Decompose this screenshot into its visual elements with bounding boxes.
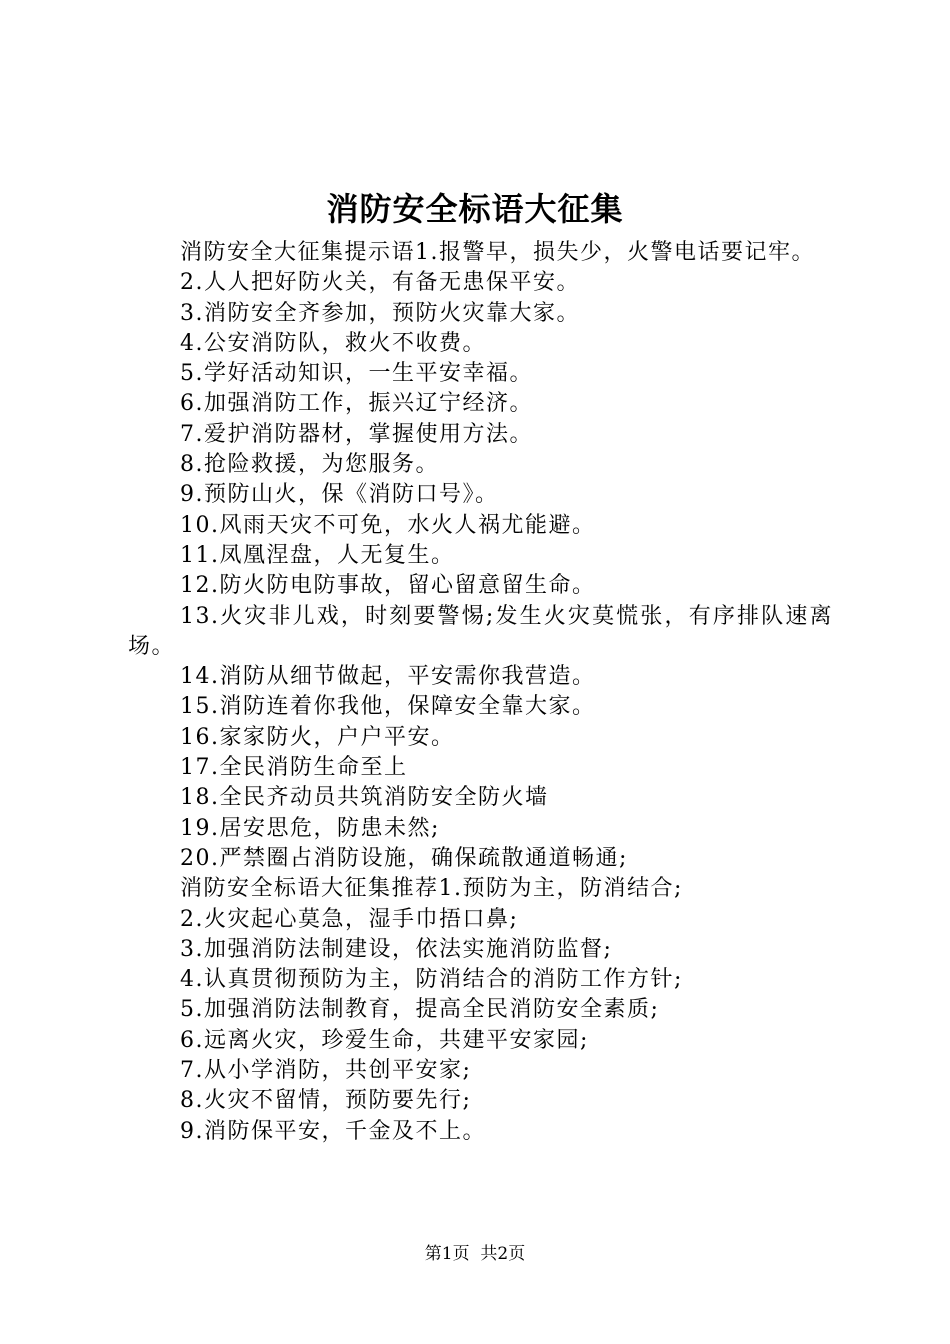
paragraph: 3.消防安全齐参加，预防火灾靠大家。 [180, 300, 580, 326]
paragraph: 2.火灾起心莫急，湿手巾捂口鼻; [180, 906, 519, 932]
paragraph: 4.公安消防队，救火不收费。 [180, 330, 486, 356]
paragraph: 17.全民消防生命至上 [180, 755, 408, 781]
paragraph: 13.火灾非儿戏，时刻要警惕;发生火灾莫慌张，有序排队速离场。 [128, 603, 833, 659]
document-body [128, 238, 833, 1147]
paragraph: 3.加强消防法制建设，依法实施消防监督; [180, 936, 613, 962]
paragraph: 18.全民齐动员共筑消防安全防火墙 [180, 785, 549, 811]
paragraph: 19.居安思危，防患未然; [180, 815, 440, 841]
paragraph: 5.学好活动知识，一生平安幸福。 [180, 361, 533, 387]
paragraph: 8.火灾不留情，预防要先行; [180, 1088, 472, 1114]
paragraph: 7.爱护消防器材，掌握使用方法。 [180, 421, 533, 447]
paragraph: 15.消防连着你我他，保障安全靠大家。 [180, 694, 596, 720]
page-indicator: 第1页 共2页 [424, 1244, 526, 1264]
paragraph: 14.消防从细节做起，平安需你我营造。 [180, 664, 596, 690]
page-footer [0, 1242, 950, 1266]
paragraph: 6.远离火灾，珍爱生命，共建平安家园; [180, 1027, 589, 1053]
paragraph: 4.认真贯彻预防为主，防消结合的消防工作方针; [180, 967, 683, 993]
document-title: 消防安全标语大征集 [326, 190, 624, 228]
paragraph: 11.凤凰涅盘，人无复生。 [180, 542, 455, 568]
paragraph: 消防安全标语大征集推荐1.预防为主，防消结合; [180, 876, 683, 902]
paragraph: 9.预防山火，保《消防口号》。 [180, 482, 499, 508]
paragraph: 9.消防保平安，千金及不上。 [180, 1118, 486, 1144]
paragraph: 20.严禁圈占消防设施，确保疏散通道畅通; [180, 845, 628, 871]
paragraph: 消防安全大征集提示语1.报警早，损失少，火警电话要记牢。 [180, 240, 815, 265]
paragraph: 6.加强消防工作，振兴辽宁经济。 [180, 391, 533, 417]
paragraph: 12.防火防电防事故，留心留意留生命。 [180, 573, 596, 599]
paragraph: 5.加强消防法制教育，提高全民消防安全素质; [180, 997, 660, 1023]
paragraph: 7.从小学消防，共创平安家; [180, 1058, 472, 1084]
paragraph: 2.人人把好防火关，有备无患保平安。 [180, 270, 580, 296]
paragraph: 16.家家防火，户户平安。 [180, 724, 455, 750]
paragraph: 10.风雨天灾不可免，水火人祸尤能避。 [180, 512, 596, 538]
paragraph: 8.抢险救援，为您服务。 [180, 452, 439, 478]
